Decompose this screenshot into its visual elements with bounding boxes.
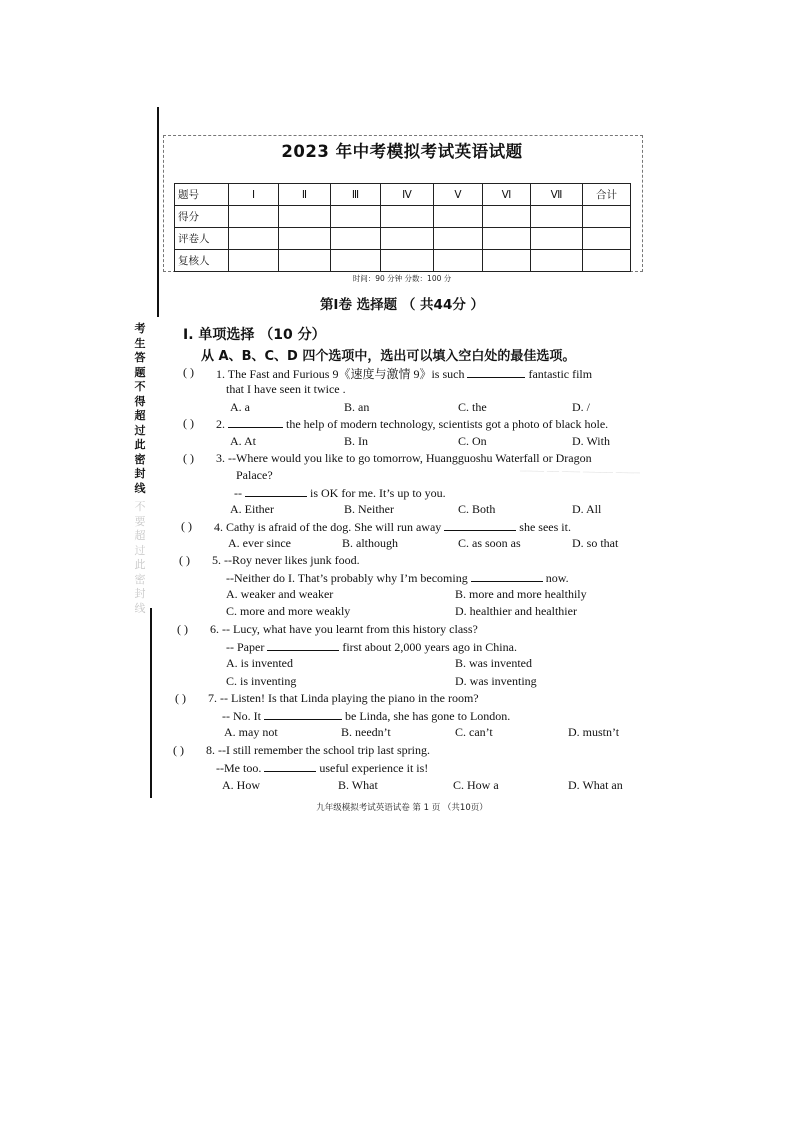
question-text: --Neither do I. That’s probably why I’m becoming [226,571,468,585]
question-text: now. [545,571,569,585]
option-b[interactable]: B. Neither [344,502,394,516]
score-cell[interactable] [483,206,531,228]
page-footer: 九年级模拟考试英语试卷 第 1 页 （共10页） [316,803,488,813]
reviewer-row [175,250,631,272]
reviewer-cell[interactable] [381,250,434,272]
question-text: the help of modern technology, scientists got a photo of black hole. [286,417,609,431]
grader-cell[interactable] [434,228,483,250]
reviewer-cell[interactable] [229,250,279,272]
reviewer-cell[interactable] [279,250,331,272]
option-d[interactable]: D. healthier and healthier [455,604,577,618]
option-c[interactable]: C. the [458,400,487,414]
answer-bracket[interactable]: ( ) [173,743,184,757]
binding-line-upper [157,107,159,317]
option-d[interactable]: D. mustn’t [568,725,620,739]
question-7: 7. -- Listen! Is that Linda playing the piano in the room? [208,691,479,705]
exam-title: 2023 年中考模拟考试英语试题 [281,142,523,161]
question-text: 1. The Fast and Furious 9《速度与激情 9》is such [216,367,465,381]
question-text: is OK for me. It’s up to you. [310,486,446,500]
header-cell: Ⅶ [531,184,583,206]
instruction: 从 A、B、C、D 四个选项中，选出可以填入空白处的最佳选项。 [201,349,576,364]
question-5-response [226,570,569,586]
seal-line-notice-bleed: 不要超过此密封线 [134,500,146,615]
section-title: 第Ⅰ卷 选择题 （ 共44分 ） [319,297,485,313]
reviewer-cell[interactable] [583,250,631,272]
option-b[interactable]: B. an [344,400,370,414]
score-cell[interactable] [229,206,279,228]
row-label: 评卷人 [175,228,229,250]
row-label: 复核人 [175,250,229,272]
reviewer-cell[interactable] [434,250,483,272]
grader-cell[interactable] [381,228,434,250]
option-d[interactable]: D. What an [568,778,623,792]
question-3: 3. --Where would you like to go tomorrow, Huangguoshu Waterfall or Dragon [216,451,592,465]
header-cell: Ⅰ [229,184,279,206]
option-d[interactable]: D. / [572,400,590,414]
option-c[interactable]: C. as soon as [458,536,521,550]
blank[interactable] [267,639,339,651]
option-b[interactable]: B. In [344,434,368,448]
option-c[interactable]: C. Both [458,502,496,516]
score-cell[interactable] [531,206,583,228]
option-b[interactable]: B. more and more healthily [455,587,587,601]
option-c[interactable]: C. can’t [455,725,493,739]
grader-cell[interactable] [279,228,331,250]
score-table-header-row [175,184,631,206]
row-label: 得分 [175,206,229,228]
question-8-response [216,760,428,776]
option-a[interactable]: A. Either [230,502,274,516]
grader-cell[interactable] [229,228,279,250]
option-b[interactable]: B. although [342,536,398,550]
score-table [174,183,631,272]
reviewer-cell[interactable] [531,250,583,272]
answer-bracket[interactable]: ( ) [179,553,190,567]
blank[interactable] [228,416,283,428]
answer-bracket[interactable]: ( ) [183,451,194,465]
answer-bracket[interactable]: ( ) [175,691,186,705]
option-a[interactable]: A. weaker and weaker [226,587,334,601]
option-a[interactable]: A. At [230,434,257,448]
score-cell[interactable] [331,206,381,228]
option-c[interactable]: C. How a [453,778,499,792]
option-a[interactable]: A. may not [224,725,278,739]
question-6-response [226,639,517,655]
option-c[interactable]: C. On [458,434,487,448]
option-b[interactable]: B. What [338,778,378,792]
question-text: first about 2,000 years ago in China. [342,640,517,654]
question-text: --Me too. [216,761,262,775]
answer-bracket[interactable]: ( ) [177,622,188,636]
option-d[interactable]: D. was inventing [455,674,537,688]
option-a[interactable]: A. is invented [226,656,293,670]
blank[interactable] [471,570,543,582]
question-text: useful experience it is! [319,761,429,775]
grader-cell[interactable] [583,228,631,250]
option-b[interactable]: B. needn’t [341,725,391,739]
blank[interactable] [264,708,342,720]
question-text: fantastic film [528,367,593,381]
score-cell[interactable] [381,206,434,228]
option-d[interactable]: D. All [572,502,602,516]
blank[interactable] [467,366,525,378]
header-cell: Ⅴ [434,184,483,206]
question-text: -- Paper [226,640,265,654]
question-3-response [234,485,446,501]
option-c[interactable]: C. is inventing [226,674,297,688]
question-2 [216,416,608,432]
question-text: she sees it. [519,520,571,534]
answer-bracket[interactable]: ( ) [183,365,194,379]
header-cell: Ⅳ [381,184,434,206]
reviewer-cell[interactable] [331,250,381,272]
option-c[interactable]: C. more and more weakly [226,604,351,618]
bleed-through-text: ____ __ ___ _____ ____ [519,458,641,475]
blank[interactable] [264,760,316,772]
question-text: Palace? [236,468,273,482]
exam-meta: 时间：90 分钟 分数：100 分 [352,274,452,283]
header-cell: 题号 [175,184,229,206]
option-a[interactable]: A. ever since [228,536,291,550]
question-7-response [222,708,510,724]
seal-line-notice: 考生答题不得超过此密封线 [134,322,146,495]
score-cell[interactable] [279,206,331,228]
question-text: that I have seen it twice . [226,382,346,396]
option-a[interactable]: A. a [230,400,250,414]
question-text: 4. Cathy is afraid of the dog. She will run away [214,520,442,534]
grader-cell[interactable] [331,228,381,250]
answer-bracket[interactable]: ( ) [183,416,194,430]
header-cell: 合计 [583,184,631,206]
header-cell: Ⅱ [279,184,331,206]
score-cell[interactable] [434,206,483,228]
header-cell: Ⅵ [483,184,531,206]
question-8: 8. --I still remember the school trip last spring. [206,743,430,757]
question-text: 2. [216,417,225,431]
option-a[interactable]: A. How [222,778,260,792]
part-title: I. 单项选择 （10 分） [183,327,326,343]
grader-row [175,228,631,250]
grader-cell[interactable] [483,228,531,250]
grader-cell[interactable] [531,228,583,250]
option-d[interactable]: D. With [572,434,610,448]
question-4 [214,519,571,535]
option-b[interactable]: B. was invented [455,656,532,670]
header-cell: Ⅲ [331,184,381,206]
answer-bracket[interactable]: ( ) [181,519,192,533]
score-cell[interactable] [583,206,631,228]
reviewer-cell[interactable] [483,250,531,272]
question-text: -- [234,486,242,500]
score-row [175,206,631,228]
blank[interactable] [245,485,307,497]
option-d[interactable]: D. so that [572,536,619,550]
blank[interactable] [444,519,516,531]
binding-line-lower [150,608,152,798]
question-text: -- No. It [222,709,261,723]
question-text: be Linda, she has gone to London. [345,709,511,723]
question-5: 5. --Roy never likes junk food. [212,553,360,567]
question-6: 6. -- Lucy, what have you learnt from this history class? [210,622,478,636]
question-1 [216,365,592,382]
